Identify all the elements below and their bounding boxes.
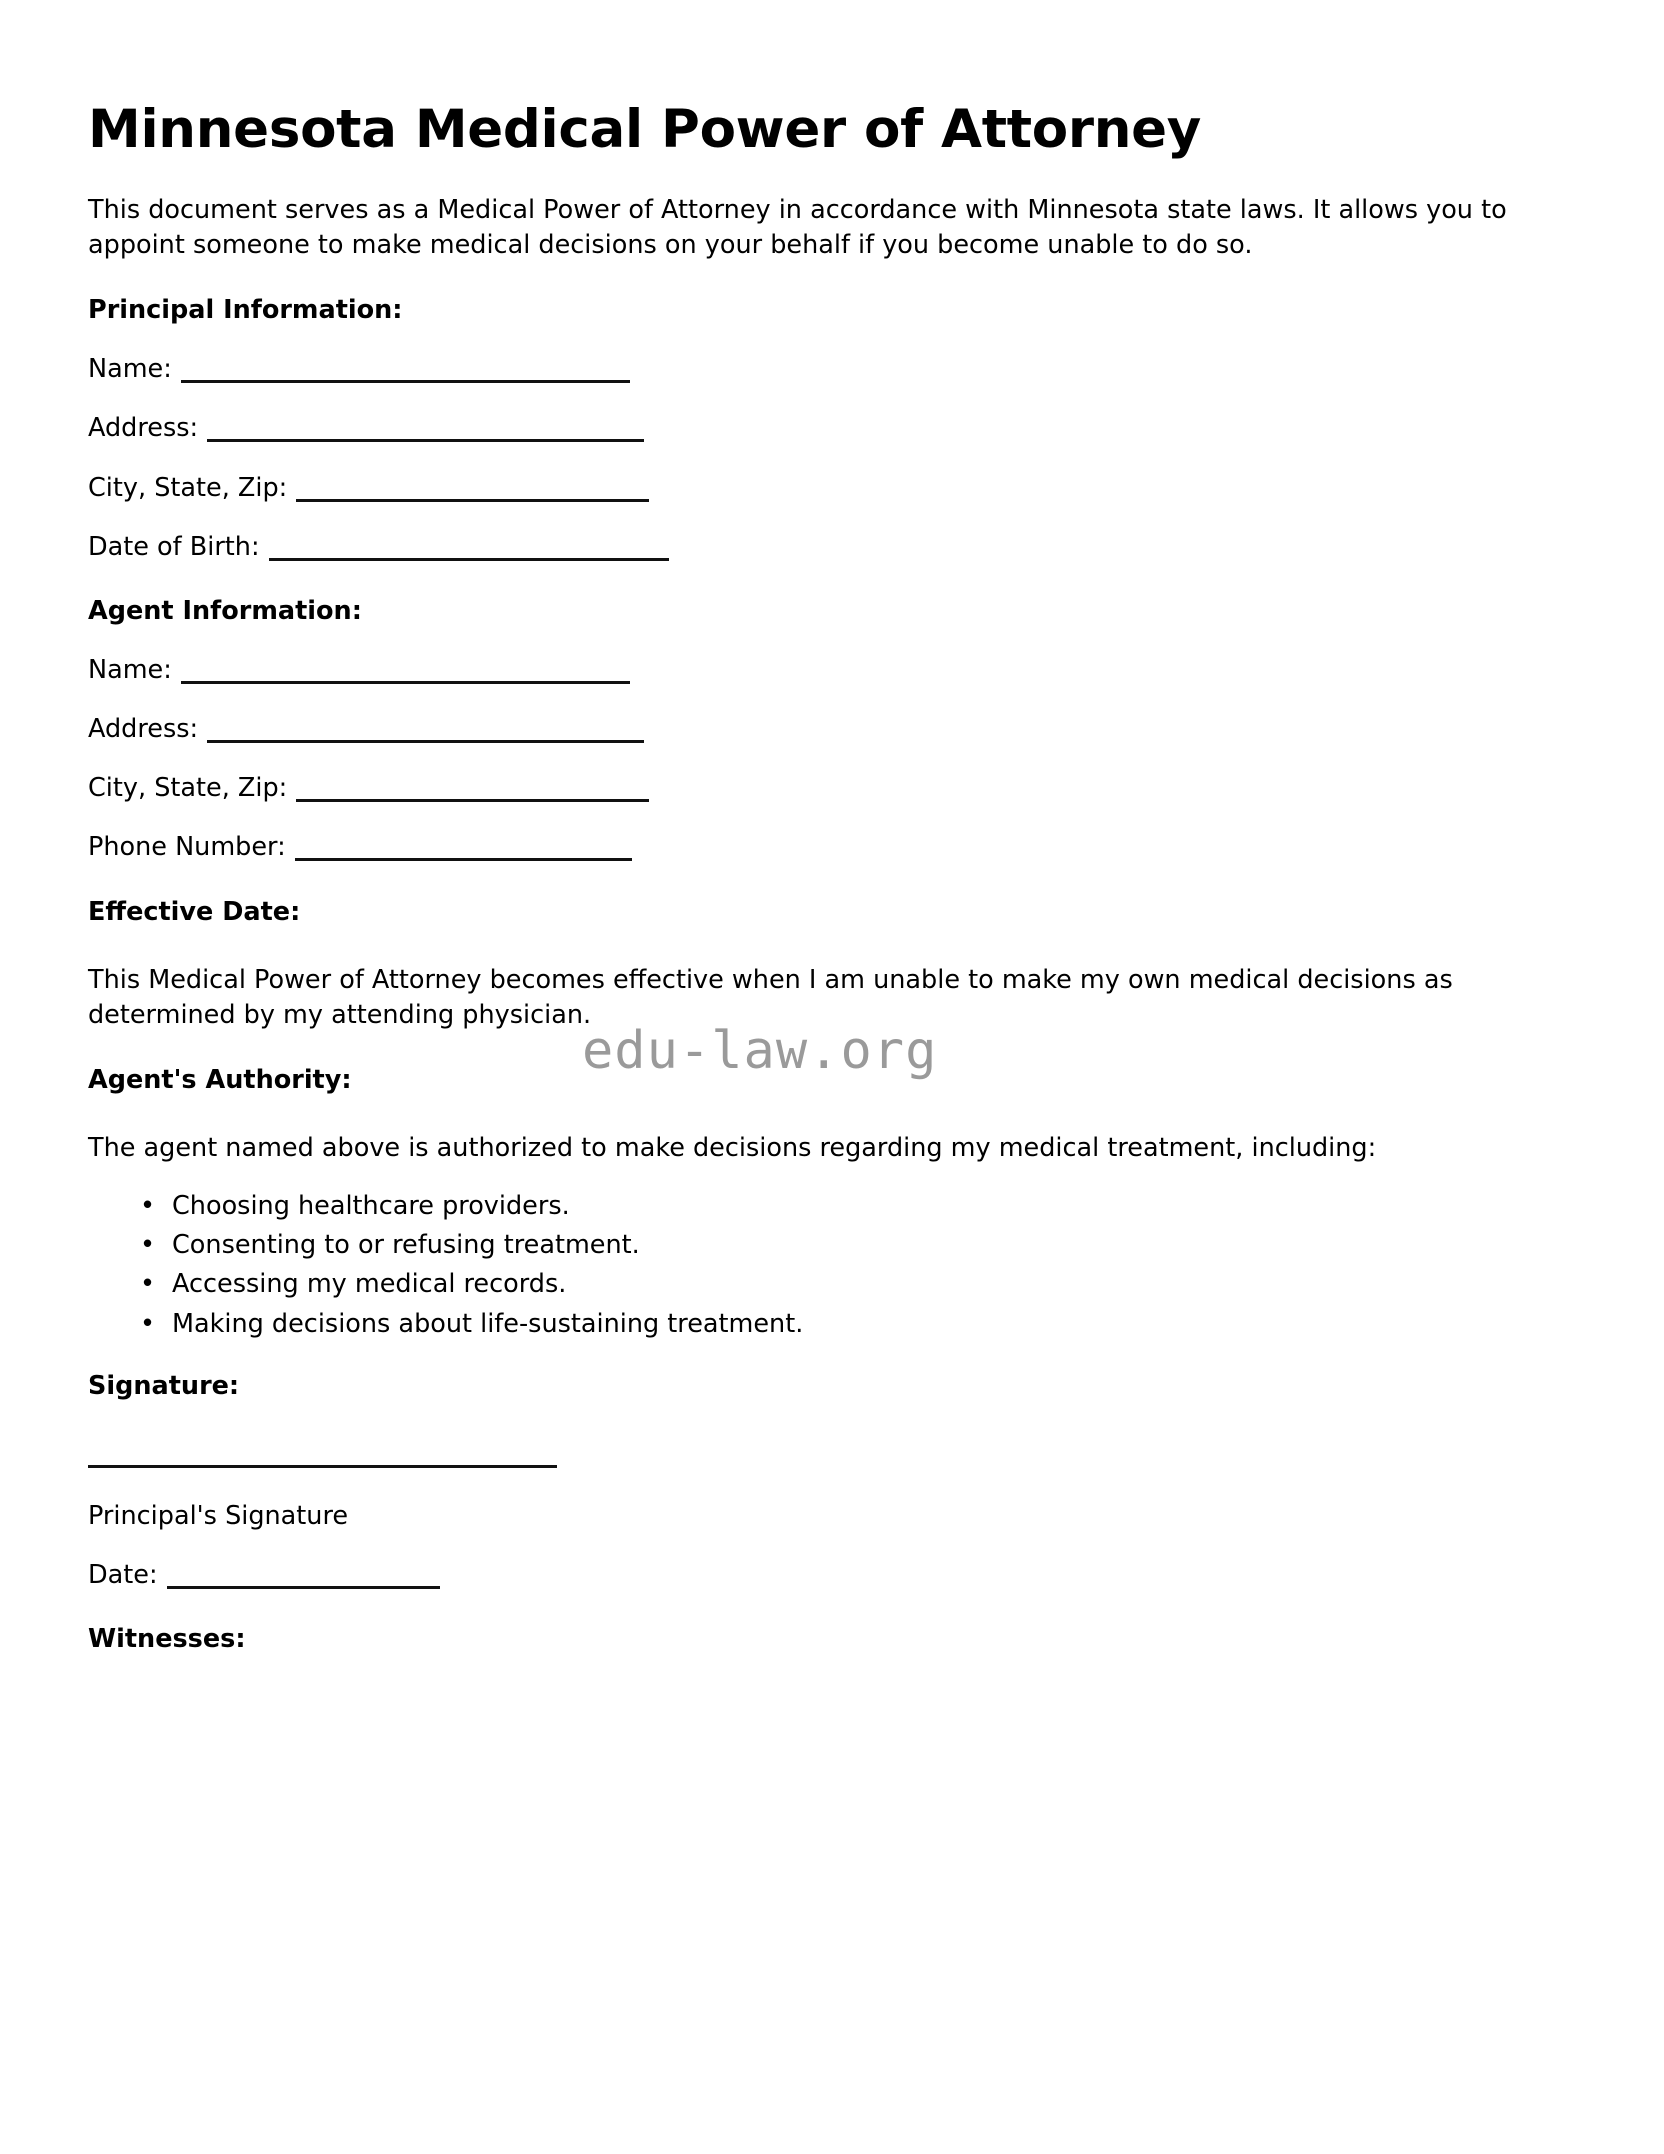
agents-authority-list (88, 1192, 1550, 1339)
bullet-icon: • (140, 1190, 156, 1221)
agent-citystatezip-label: City, State, Zip: (88, 773, 288, 804)
agents-authority-heading: Agent's Authority: (88, 1064, 352, 1095)
agent-name-blank[interactable] (181, 681, 630, 684)
principal-address-label: Address: (88, 413, 199, 444)
agent-citystatezip-blank[interactable] (296, 799, 649, 802)
agent-information-heading: Agent Information: (88, 595, 362, 626)
principal-signature-caption: Principal's Signature (88, 1501, 349, 1532)
page-title: Minnesota Medical Power of Attorney (88, 99, 1202, 160)
list-item-label: Choosing healthcare providers. (172, 1190, 570, 1221)
principal-address-blank[interactable] (207, 439, 644, 442)
effective-date-heading: Effective Date: (88, 896, 301, 927)
principal-address-row (88, 412, 1550, 445)
principal-citystatezip-row (88, 472, 1550, 505)
list-item-label: Consenting to or refusing treatment. (172, 1229, 640, 1260)
list-item (88, 1310, 1550, 1339)
agent-address-row (88, 713, 1550, 746)
bullet-icon: • (140, 1269, 156, 1300)
list-item (88, 1192, 1550, 1221)
principal-information-heading: Principal Information: (88, 295, 403, 326)
principal-dob-row (88, 531, 1550, 564)
agent-name-label: Name: (88, 655, 172, 686)
bullet-icon: • (140, 1308, 156, 1339)
principal-signature-blank[interactable] (88, 1465, 557, 1468)
signature-date-blank[interactable] (167, 1586, 440, 1589)
intro-paragraph: This document serves as a Medical Power of Attorney in accordance with Minnesota state laws. It allows you to appoint someone to make medical decisions on your behalf if you become unable to do so. (88, 195, 1507, 261)
bullet-icon: • (140, 1229, 156, 1260)
list-item-label: Making decisions about life-sustaining treatment. (172, 1308, 804, 1339)
principal-dob-blank[interactable] (269, 558, 669, 561)
principal-citystatezip-blank[interactable] (296, 499, 649, 502)
agent-citystatezip-row (88, 772, 1550, 805)
list-item-label: Accessing my medical records. (172, 1269, 567, 1300)
agent-phone-row (88, 831, 1550, 864)
signature-date-label: Date: (88, 1560, 158, 1591)
principal-dob-label: Date of Birth: (88, 531, 260, 562)
agent-phone-label: Phone Number: (88, 832, 286, 863)
effective-date-paragraph: This Medical Power of Attorney becomes effective when I am unable to make my own medical decisions as determined by my attending physician. (88, 964, 1453, 1030)
principal-citystatezip-label: City, State, Zip: (88, 472, 288, 503)
agent-phone-blank[interactable] (295, 858, 632, 861)
signature-date-row (88, 1559, 1550, 1592)
signature-heading: Signature: (88, 1370, 240, 1401)
agents-authority-paragraph: The agent named above is authorized to make decisions regarding my medical treatment, including: (88, 1132, 1377, 1163)
watermark: edu-law.org (582, 1021, 938, 1081)
principal-name-blank[interactable] (181, 380, 630, 383)
list-item (88, 1270, 1550, 1299)
principal-name-row (88, 353, 1550, 386)
principal-name-label: Name: (88, 354, 172, 385)
agent-name-row (88, 654, 1550, 687)
agent-address-blank[interactable] (207, 740, 644, 743)
agent-address-label: Address: (88, 714, 199, 745)
list-item (88, 1231, 1550, 1260)
witnesses-heading: Witnesses: (88, 1624, 246, 1655)
